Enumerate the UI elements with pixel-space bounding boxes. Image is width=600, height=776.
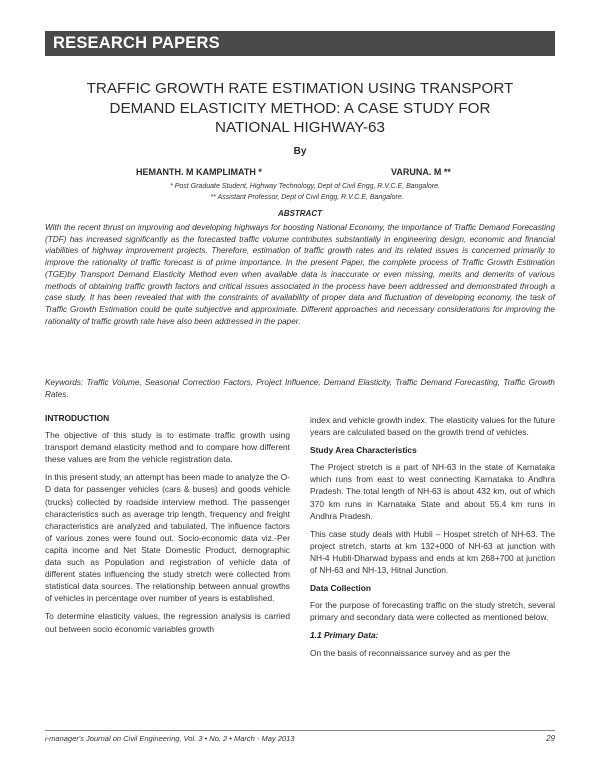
right-column bbox=[310, 414, 555, 665]
paragraph: To determine elasticity values, the regression analysis is carried out between socio economic variables growth bbox=[45, 611, 290, 634]
title-line: NATIONAL HIGHWAY-63 bbox=[215, 119, 385, 136]
affiliation-primary: * Post Graduate Student, Highway Technology, Dept of Civil Engg, R.V.C.E, Bangalore. bbox=[170, 183, 440, 190]
paper-title bbox=[60, 79, 540, 138]
paragraph: On the basis of reconnaissance survey and as per the bbox=[310, 647, 511, 658]
by-label: By bbox=[293, 146, 307, 157]
abstract-text: With the recent thrust on improving and developing highways for boosting National Economy, the importance of Traffic Demand Forecasting (TDF) has increased significantly as the forecasted traffic volume contributes substantially in engineering design, economic and financial viabilities of highway improvement projects. Therefore, estimation of traffic growth rates and its related issues is concerned primarily to improve the rationality of traffic forecast is of prime importance. In the present Paper, the complete process of Traffic Growth Estimation (TGE)by Transport Demand Elasticity Method even when available data is inaccurate or even missing, merits and demerits of various methods of obtaining traffic growth factors and critical issues associated in the process have been addressed and demonstrated through a case study. It has been revealed that with the constraints of availability of proper data and fluctuation of developing economy, the task of Traffic Growth Estimation could be quite subjective and approximate. Different approaches and necessary considerations for improving the rationality of traffic growth rate have also been addressed in the paper. bbox=[45, 223, 555, 326]
title-line: DEMAND ELASTICITY METHOD: A CASE STUDY FOR bbox=[109, 99, 491, 117]
paragraph: The objective of this study is to estimate traffic growth using transport demand elasticity method and to compare how different these values are from the vehicle registration data. bbox=[45, 430, 290, 465]
title-line: TRAFFIC GROWTH RATE ESTIMATION USING TRANSPORT bbox=[86, 80, 514, 97]
section-banner bbox=[45, 31, 555, 56]
keywords-text: Keywords: Traffic Volume, Seasonal Correction Factors, Project Influence, Demand Elasticity, Traffic Demand Forecasting, Traffic Growth Rates. bbox=[45, 378, 555, 399]
paragraph: The Project stretch is a part of NH-63 in the state of Karnataka which runs from east to west connecting Karnataka to Andhra Pradesh. The total length of NH-63 is about 432 km, out of which 370 km runs in Karnataka State and about 55.4 km runs in Andhra Pradesh. bbox=[310, 462, 555, 521]
paragraph: For the purpose of forecasting traffic on the study stretch, several primary and secondary data were collected as mentioned below. bbox=[310, 600, 555, 623]
left-column bbox=[45, 412, 290, 641]
section-label: RESEARCH PAPERS bbox=[53, 34, 220, 52]
paragraph: index and vehicle growth index. The elasticity values for the future years are calculated based on the growth trend of vehicles. bbox=[310, 415, 555, 438]
journal-citation: i-manager's Journal on Civil Engineering, Vol. 3 • No. 2 • March - May 2013 bbox=[45, 734, 295, 743]
data-collection-heading: Data Collection bbox=[310, 583, 371, 594]
introduction-heading: INTRODUCTION bbox=[45, 413, 110, 423]
page-number: 29 bbox=[546, 734, 555, 743]
study-area-heading: Study Area Characteristics bbox=[310, 445, 417, 456]
paragraph: In this present study, an attempt has been made to analyze the O-D data for passenger vehicles (cars & buses) and goods vehicle (trucks) collected by roadside interview method. The passenger characteristics such as average trip length, frequency and freight characteristics are analyzed and tabulated. The influence factors of various zones were found out. Socio-economic data viz.-Per capita income and Net State Domestic Product, demographic data such as Population and registration of vehicle data of different states influencing the study stretch were collected from statistical data sources. The relationship between annual growths of vehicles in percentage over number of years is established. bbox=[45, 472, 290, 604]
abstract-heading: ABSTRACT bbox=[278, 209, 322, 218]
primary-data-heading: 1.1 Primary Data: bbox=[310, 630, 379, 641]
footer-divider bbox=[45, 730, 555, 731]
author-secondary: VARUNA. M ** bbox=[391, 167, 451, 177]
paragraph: This case study deals with Hubli – Hospet stretch of NH-63. The project stretch, starts at km 132+000 of NH-63 at junction with NH-4 Hubli-Dharwad bypass and ends at km 268+700 at junction of NH-63 and NH-13, Hitnal Junction. bbox=[310, 528, 555, 576]
author-primary: HEMANTH. M KAMPLIMATH * bbox=[136, 167, 262, 177]
affiliation-secondary: ** Assistant Professor, Dept of Civil Engg, R.V.C.E, Bangalore. bbox=[210, 194, 404, 201]
